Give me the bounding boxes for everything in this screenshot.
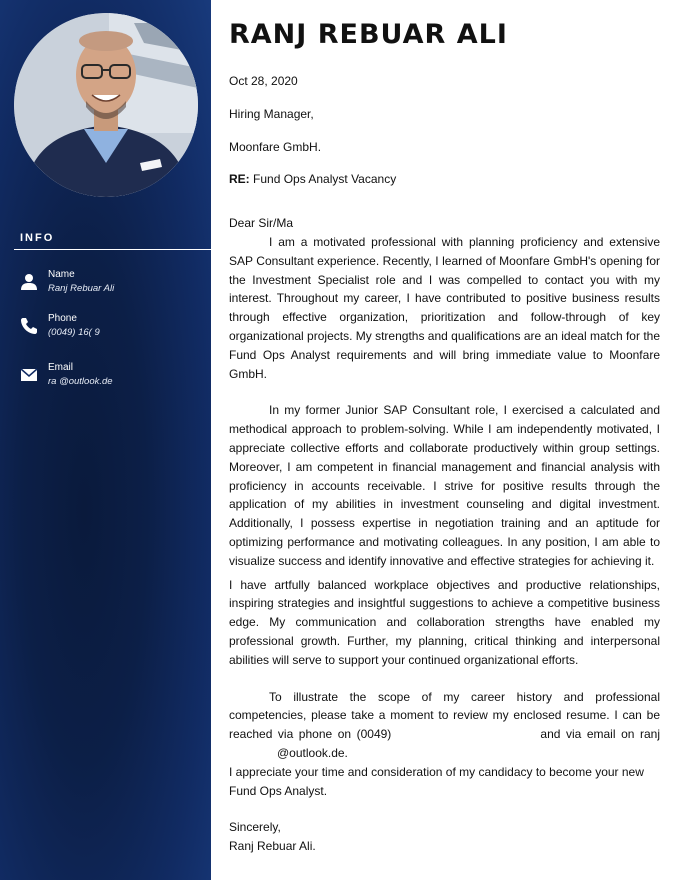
profile-photo: [14, 13, 198, 197]
closing: Sincerely,: [229, 820, 281, 835]
letter-date: Oct 28, 2020: [229, 74, 298, 88]
envelope-icon: [20, 366, 38, 384]
subject-text: Fund Ops Analyst Vacancy: [253, 172, 397, 187]
recipient-title: Hiring Manager,: [229, 106, 314, 121]
sidebar: [0, 0, 211, 880]
paragraph-4-email-a: ranj: [639, 727, 660, 742]
paragraph-4-mid: and via email on: [540, 727, 635, 742]
paragraph-1: I am a motivated professional with planning proficiency and extensive SAP Consultant experience. Recently, I learned of Moonfare GmbH's opening for the Investment Specialist role and I was compelled to contact you with my interest. Throughout my career, I have contributed to positive business results through effective organization, prioritization and follow-through of key organizational projects. My strengths and qualifications are an ideal match for the Fund Ops Analyst requirements and will bring immediate value to Moonfare GmbH.: [229, 234, 660, 381]
paragraph-4-start: To illustrate the scope of my career history and professional competencies, please take a moment to review my enclosed resume. I can be reached via phone on (0049): [229, 689, 660, 742]
subject-label: RE:: [229, 172, 250, 187]
letter-body: [229, 72, 660, 856]
name-label: Name: [48, 269, 75, 280]
page-title: RANJ REBUAR ALI: [229, 19, 508, 50]
email-label: Email: [48, 362, 74, 373]
salutation: Dear Sir/Ma: [229, 216, 294, 231]
signature: Ranj Rebuar Ali.: [229, 839, 316, 854]
phone-value[interactable]: (0049) 16( 9: [48, 327, 100, 338]
info-heading: INFO: [20, 232, 55, 244]
divider: [14, 249, 211, 250]
phone-icon: [20, 317, 38, 335]
subject-line: [229, 170, 660, 189]
paragraph-5: I appreciate your time and consideration of my candidacy to become your new Fund Ops Analyst.: [229, 764, 644, 798]
paragraph-2: In my former Junior SAP Consultant role, I exercised a calculated and methodical approach to problem-solving. While I am independently motivated, I appreciate collective efforts and collaborate productively within group settings. Moreover, I am competent in financial management and financial analysis with proficiency in accounts receivable. I strive for positive results through the application of my abilities in investment counseling and digital investment. Additionally, I possess expertise in negotiation training and an aptitude for optimizing performance and motivating colleagues. In any position, I am able to visualize success and identify innovative and effective strategies for achieving it.: [229, 403, 660, 568]
paragraph-4-email-b: @outlook.de.: [277, 745, 348, 760]
email-value[interactable]: ra @outlook.de: [48, 376, 113, 387]
paragraph-3: I have artfully balanced workplace objectives and productive relationships, inspiring strategies and insightful suggestions to achieve a competitive business edge. My communication and collaboration strengths have enabled my professional growth. Further, my planning, critical thinking and interpersonal abilities will serve to support your continued organizational efforts.: [229, 577, 660, 667]
name-value: Ranj Rebuar Ali: [48, 283, 115, 294]
paragraph-4: [229, 688, 660, 763]
person-icon: [20, 273, 38, 291]
company-name: Moonfare GmbH.: [229, 139, 322, 154]
phone-label: Phone: [48, 313, 77, 324]
